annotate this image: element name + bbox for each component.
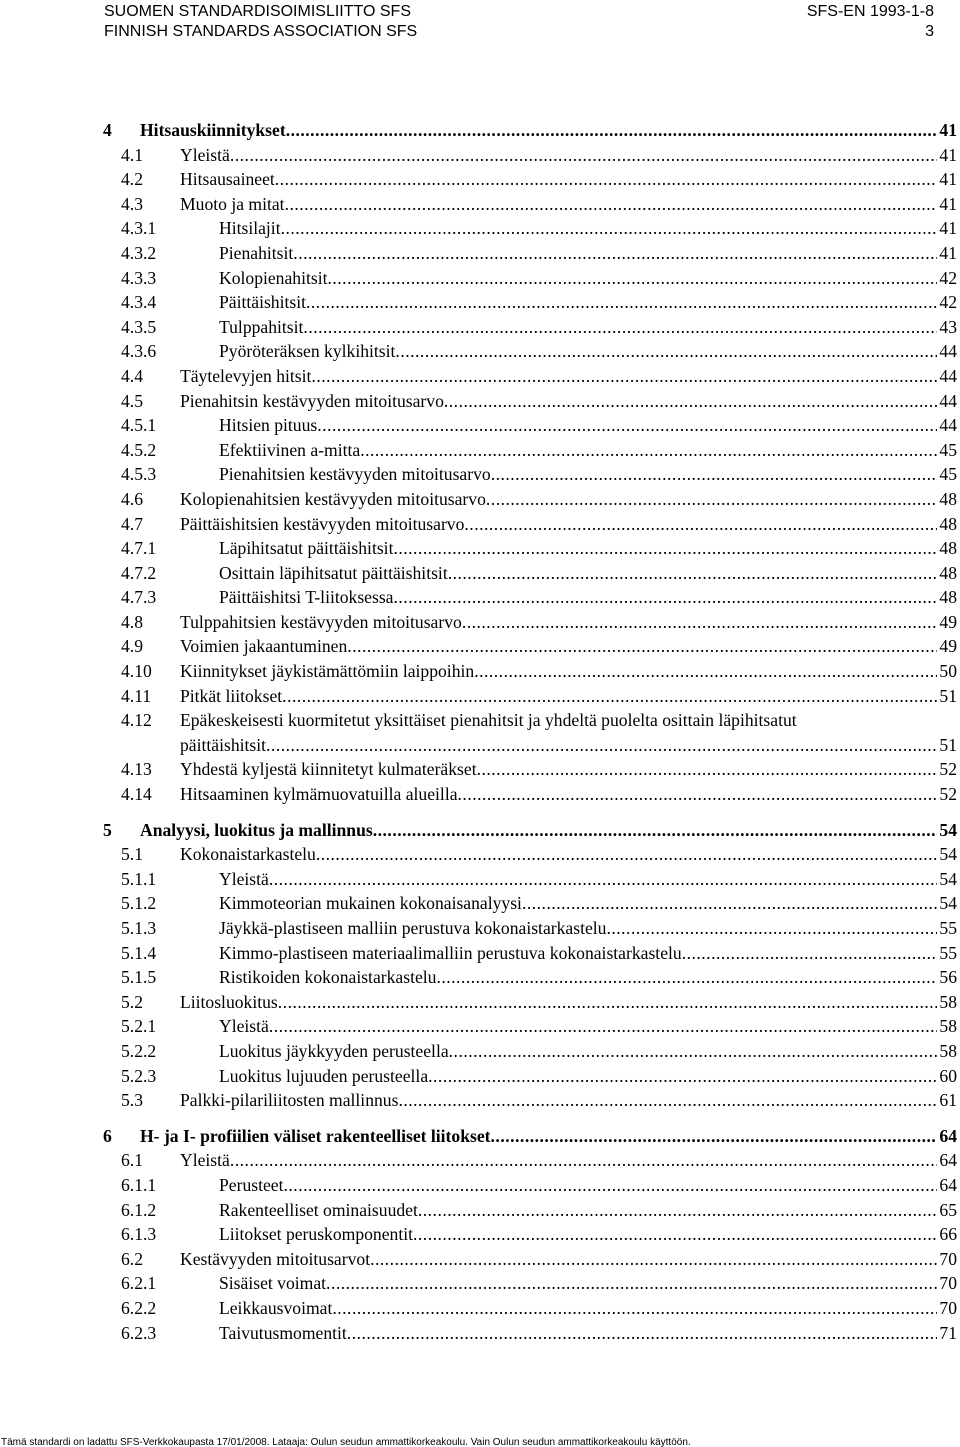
toc-entry-title: Efektiivinen a-mitta: [219, 439, 361, 460]
toc-entry-title: Pienahitsin kestävyyden mitoitusarvo: [180, 390, 444, 411]
toc-entry-number: 6.1.1: [121, 1174, 157, 1195]
toc-entry-title: Kimmo-plastiseen materiaalimalliin perustuva kokonaistarkastelu: [219, 942, 682, 963]
toc-entry-page: 43: [939, 316, 957, 337]
toc-entry-title: Yleistä: [180, 144, 230, 165]
dot-leader: [449, 1039, 938, 1064]
section-gap: [103, 1113, 957, 1124]
toc-entry-title: Kokonaistarkastelu: [180, 844, 316, 865]
toc-entry-line: [219, 1222, 957, 1247]
toc-entry[interactable]: [103, 512, 957, 537]
toc-entry[interactable]: [103, 266, 957, 291]
toc-entry-number: 5.2.1: [121, 1016, 157, 1037]
toc-entry-line: [180, 1088, 957, 1113]
dot-leader: [327, 266, 937, 291]
toc-entry-number: 4.3.2: [121, 242, 157, 263]
toc-entry[interactable]: [103, 659, 957, 684]
toc-entry-line: [140, 818, 957, 843]
toc-entry-page: 54: [939, 819, 957, 840]
toc-entry-page: 49: [939, 636, 957, 657]
toc-entry-number: 4.6: [121, 488, 143, 509]
toc-entry-number: 6.1.3: [121, 1224, 157, 1245]
toc-entry-page: 41: [939, 218, 957, 239]
toc-entry-line: [219, 916, 957, 941]
toc-entry-number: 4.7.2: [121, 562, 157, 583]
toc-entry-page: 44: [939, 365, 957, 386]
toc-entry-page: 45: [939, 464, 957, 485]
toc-entry-title: Päittäishitsit: [219, 292, 306, 313]
toc-entry[interactable]: [103, 585, 957, 610]
toc-entry-title: Kolopienahitsit: [219, 267, 328, 288]
dot-leader: [317, 413, 937, 438]
dot-leader: [347, 634, 937, 659]
dot-leader: [282, 684, 937, 709]
toc-entry-page: 64: [939, 1125, 957, 1146]
dot-leader: [448, 561, 938, 586]
toc-entry[interactable]: [103, 916, 957, 941]
toc-entry-page: 55: [939, 942, 957, 963]
dot-leader: [230, 1148, 938, 1173]
toc-entry-number: 6.2.1: [121, 1273, 157, 1294]
toc-entry-page: 58: [939, 1040, 957, 1061]
toc-entry-line: [219, 1014, 957, 1039]
dot-leader: [285, 192, 938, 217]
toc-entry[interactable]: [103, 1321, 957, 1346]
toc-entry-line: [180, 487, 957, 512]
toc-entry-number: 5.3: [121, 1090, 143, 1111]
toc-entry[interactable]: [103, 610, 957, 635]
toc-entry-page: 41: [939, 120, 957, 140]
toc-entry[interactable]: [103, 561, 957, 586]
dot-leader: [306, 290, 937, 315]
dot-leader: [275, 167, 938, 192]
toc-entry-line: [219, 1198, 957, 1223]
toc-entry-line: [219, 536, 957, 561]
toc-entry-number: 4.2: [121, 169, 143, 190]
toc-entry-line: [219, 891, 957, 916]
dot-leader: [394, 585, 938, 610]
dot-leader: [486, 487, 938, 512]
dot-leader: [477, 757, 938, 782]
toc-entry-title: Hitsilajit: [219, 218, 281, 239]
toc-entry[interactable]: [103, 1124, 957, 1149]
toc-entry-line: [219, 241, 957, 266]
toc-entry-title: Muoto ja mitat: [180, 193, 285, 214]
toc-entry-line: [180, 782, 957, 807]
toc-entry-number: 5.1.3: [121, 918, 157, 938]
header-standard-code: SFS-EN 1993-1-8: [806, 3, 934, 20]
dot-leader: [360, 438, 937, 463]
toc-entry[interactable]: [103, 1173, 957, 1198]
toc-entry[interactable]: [103, 842, 957, 867]
dot-leader: [418, 1198, 938, 1223]
toc-entry-number: 4.1: [121, 144, 143, 165]
toc-entry-title: Tulppahitsien kestävyyden mitoitusarvo: [180, 611, 462, 632]
toc-entry-title: Läpihitsatut päittäishitsit: [219, 538, 394, 559]
toc-entry-page: 58: [939, 991, 957, 1012]
toc-entry-number: 5: [103, 819, 112, 840]
toc-entry-line: [219, 413, 957, 438]
toc-entry[interactable]: [103, 634, 957, 659]
toc-entry-number: 4.4: [121, 365, 143, 386]
toc-entry-line: [219, 315, 957, 340]
toc-entry-line: [219, 867, 957, 892]
toc-entry-line: [219, 462, 957, 487]
toc-entry[interactable]: [103, 241, 957, 266]
toc-entry-line: [219, 585, 957, 610]
dot-leader: [316, 842, 938, 867]
dot-leader: [491, 462, 938, 487]
dot-leader: [284, 1173, 938, 1198]
toc-entry[interactable]: [103, 1148, 957, 1173]
toc-entry-page: 50: [939, 661, 957, 682]
toc-entry-number: 5.2.3: [121, 1065, 157, 1086]
toc-entry-title: Kolopienahitsien kestävyyden mitoitusarvo: [180, 488, 486, 509]
toc-entry-line: [180, 634, 957, 659]
toc-entry-number: 4: [103, 120, 112, 140]
dot-leader: [230, 143, 938, 168]
toc-entry-page: 41: [939, 169, 957, 190]
toc-entry[interactable]: [103, 192, 957, 217]
toc-entry-number: 5.2.2: [121, 1040, 157, 1061]
toc-entry-page: 52: [939, 784, 957, 805]
dot-leader: [413, 1222, 937, 1247]
toc-entry-number: 4.5.1: [121, 415, 157, 436]
section-gap: [103, 807, 957, 818]
toc-entry-number: 6.2.2: [121, 1297, 157, 1318]
toc-entry-number: 4.3.6: [121, 341, 157, 362]
toc-entry-title: Päittäishitsi T-liitoksessa: [219, 587, 394, 608]
toc-entry-number: 6.2: [121, 1248, 143, 1269]
dot-leader: [458, 782, 938, 807]
toc-entry-line: [219, 941, 957, 966]
dot-leader: [269, 1014, 938, 1039]
toc-entry-page: 48: [939, 513, 957, 534]
toc-entry-number: 5.1.4: [121, 942, 157, 963]
toc-entry-title: Osittain läpihitsatut päittäishitsit: [219, 562, 448, 583]
toc-entry-number: 4.3.4: [121, 292, 157, 313]
toc-entry-title: Kiinnitykset jäykistämättömiin laippoihin: [180, 661, 475, 682]
toc-entry-title: Yleistä: [219, 1016, 269, 1037]
toc-entry-line: [219, 965, 957, 990]
toc-entry-number: 6.2.3: [121, 1322, 157, 1343]
toc-entry[interactable]: [103, 990, 957, 1015]
toc-entry[interactable]: [103, 118, 957, 143]
toc-entry-page: 54: [939, 844, 957, 865]
toc-entry-title: Leikkausvoimat: [219, 1297, 333, 1318]
toc-entry-title: Rakenteelliset ominaisuudet: [219, 1199, 418, 1220]
toc-entry-line: [180, 757, 957, 782]
toc-entry-line: [219, 1064, 957, 1089]
toc-entry[interactable]: [103, 364, 957, 389]
toc-entry[interactable]: [103, 1198, 957, 1223]
toc-entry-number: 5.2: [121, 991, 143, 1012]
toc-entry-page: 42: [939, 267, 957, 288]
toc-entry-page: 58: [939, 1016, 957, 1037]
toc-entry-page: 48: [939, 562, 957, 583]
toc-entry-title-continued: päittäishitsit: [180, 734, 267, 755]
toc-entry-line: [219, 216, 957, 241]
toc-entry-number: 5.1.2: [121, 893, 157, 914]
toc-entry[interactable]: [103, 216, 957, 241]
toc-entry-page: 66: [939, 1224, 957, 1245]
toc-entry-page: 45: [939, 439, 957, 460]
toc-entry-title: Tulppahitsit: [219, 316, 304, 337]
toc-entry-line: [219, 1271, 957, 1296]
toc-entry-page: 44: [939, 341, 957, 362]
toc-entry[interactable]: [103, 782, 957, 807]
toc-entry-number: 4.14: [121, 784, 152, 805]
toc-entry[interactable]: [103, 462, 957, 487]
toc-entry[interactable]: [103, 1247, 957, 1272]
toc-entry-title: Hitsauskiinnitykset: [140, 120, 286, 140]
page-header: [0, 0, 960, 48]
toc-entry-number: 4.5: [121, 390, 143, 411]
toc-entry[interactable]: [103, 1088, 957, 1113]
table-of-contents: [103, 118, 957, 1345]
header-organization-en: FINNISH STANDARDS ASSOCIATION SFS: [104, 23, 418, 40]
toc-entry-page: 60: [939, 1065, 957, 1086]
toc-entry-page: 48: [939, 488, 957, 509]
toc-entry-line: [219, 266, 957, 291]
toc-entry-page: 71: [939, 1322, 957, 1343]
dot-leader: [347, 1321, 938, 1346]
header-page-number: 3: [925, 23, 934, 40]
toc-entry[interactable]: [103, 965, 957, 990]
toc-entry-number: 4.3.3: [121, 267, 157, 288]
dot-leader: [682, 941, 938, 966]
toc-entry-line: [180, 512, 957, 537]
toc-entry-number: 6: [103, 1125, 112, 1146]
toc-entry-title: Palkki-pilariliitosten mallinnus: [180, 1090, 399, 1111]
toc-entry-number: 4.5.3: [121, 464, 157, 485]
dot-leader: [491, 1124, 938, 1149]
toc-entry-title: Voimien jakaantuminen: [180, 636, 348, 657]
dot-leader: [293, 241, 937, 266]
toc-entry[interactable]: [103, 290, 957, 315]
toc-entry[interactable]: [103, 143, 957, 168]
toc-entry-number: 6.1.2: [121, 1199, 157, 1220]
toc-entry[interactable]: [103, 1039, 957, 1064]
toc-entry-number: 4.3.1: [121, 218, 157, 239]
dot-leader: [303, 315, 937, 340]
toc-entry-number: 4.5.2: [121, 439, 157, 460]
toc-entry-title: H- ja I- profiilien väliset rakenteelliset liitokset: [140, 1125, 491, 1146]
toc-entry[interactable]: [103, 315, 957, 340]
toc-entry-line: [180, 1247, 957, 1272]
toc-entry-title: Pyöröteräksen kylkihitsit: [219, 341, 396, 362]
header-organization-fi: SUOMEN STANDARDISOIMISLIITTO SFS: [104, 3, 411, 20]
toc-entry-line: [180, 659, 957, 684]
toc-entry[interactable]: [103, 1064, 957, 1089]
toc-entry-page: 54: [939, 893, 957, 914]
dot-leader: [398, 1088, 937, 1113]
toc-entry-number: 4.7: [121, 513, 143, 534]
toc-entry-line: [180, 192, 957, 217]
toc-entry[interactable]: [103, 1271, 957, 1296]
toc-entry-number: 5.1.5: [121, 967, 157, 988]
toc-entry-number: 4.11: [121, 685, 152, 706]
toc-entry-number: 4.10: [121, 661, 152, 682]
toc-entry-number: 5.1: [121, 844, 143, 865]
dot-leader: [281, 216, 938, 241]
toc-entry-number: 4.13: [121, 759, 152, 780]
toc-entry-line: [219, 339, 957, 364]
toc-entry[interactable]: [103, 1014, 957, 1039]
toc-entry-title: Pitkät liitokset: [180, 685, 283, 706]
dot-leader: [286, 118, 938, 143]
toc-entry-page: 52: [939, 759, 957, 780]
dot-leader: [474, 659, 937, 684]
toc-entry-title: Päittäishitsien kestävyyden mitoitusarvo: [180, 513, 465, 534]
dot-leader: [428, 1064, 937, 1089]
dot-leader: [266, 733, 937, 758]
dot-leader: [444, 389, 938, 414]
toc-entry-title: Perusteet: [219, 1174, 284, 1195]
toc-entry-page: 51: [939, 685, 957, 706]
toc-entry-line: [219, 1296, 957, 1321]
toc-entry-page: 64: [939, 1150, 957, 1171]
toc-entry-page: 44: [939, 415, 957, 436]
toc-entry-title: Jäykkä-plastiseen malliin perustuva kokonaistarkastelu: [219, 918, 607, 938]
toc-entry-title: Luokitus lujuuden perusteella: [219, 1065, 429, 1086]
toc-entry-title: Kimmoteorian mukainen kokonaisanalyysi: [219, 893, 522, 914]
toc-entry-title: Analyysi, luokitus ja mallinnus: [140, 819, 373, 840]
toc-entry[interactable]: [103, 413, 957, 438]
toc-entry-title: Hitsaaminen kylmämuovatuilla alueilla: [180, 784, 458, 805]
toc-entry-number: 4.7.3: [121, 587, 157, 608]
toc-entry-page: 51: [939, 734, 957, 755]
toc-entry-page: 65: [939, 1199, 957, 1220]
toc-entry-title: Hitsien pituus: [219, 415, 318, 436]
toc-entry-page: 41: [939, 193, 957, 214]
dot-leader: [332, 1296, 937, 1321]
toc-entry-number: 4.3: [121, 193, 143, 214]
toc-entry-page: 41: [939, 144, 957, 165]
toc-entry[interactable]: [103, 487, 957, 512]
toc-entry[interactable]: [103, 1296, 957, 1321]
toc-entry-line: [180, 990, 957, 1015]
toc-entry-number: 4.7.1: [121, 538, 157, 559]
toc-entry[interactable]: [103, 536, 957, 561]
toc-entry-title: Pienahitsit: [219, 242, 294, 263]
toc-entry-page: 48: [939, 587, 957, 608]
toc-entry[interactable]: [103, 167, 957, 192]
toc-entry-title: Luokitus jäykkyyden perusteella: [219, 1040, 449, 1061]
toc-entry[interactable]: [103, 684, 957, 709]
toc-entry-title: Taivutusmomentit: [219, 1322, 347, 1343]
toc-entry-title: Sisäiset voimat: [219, 1273, 327, 1294]
dot-leader: [269, 867, 938, 892]
toc-entry-page: 70: [939, 1297, 957, 1318]
toc-entry-title: Liitosluokitus: [180, 991, 278, 1012]
toc-entry-number: 4.3.5: [121, 316, 157, 337]
toc-entry-line: [219, 290, 957, 315]
dot-leader: [311, 364, 937, 389]
toc-entry-page: 55: [939, 918, 957, 938]
toc-entry-line: [180, 389, 957, 414]
page-footer: Tämä standardi on ladattu SFS-Verkkokaupasta 17/01/2008. Lataaja: Oulun seudun ammattikorkeakoulu. Vain Oulun seudun ammattikorkeakoulu käyttöön.: [1, 1437, 691, 1447]
dot-leader: [326, 1271, 937, 1296]
toc-entry-page: 70: [939, 1248, 957, 1269]
dot-leader: [395, 339, 937, 364]
toc-entry-number: 4.8: [121, 611, 143, 632]
toc-entry[interactable]: [103, 708, 957, 757]
toc-entry-number: 5.1.1: [121, 868, 157, 889]
toc-entry-number: 4.12: [121, 710, 152, 731]
toc-entry-line: [180, 610, 957, 635]
toc-entry-line: [180, 733, 957, 758]
toc-entry-line: [180, 167, 957, 192]
toc-entry-line: [219, 1039, 957, 1064]
toc-entry[interactable]: [103, 891, 957, 916]
toc-entry-page: 41: [939, 242, 957, 263]
toc-entry-page: 44: [939, 390, 957, 411]
toc-entry[interactable]: [103, 757, 957, 782]
toc-entry[interactable]: [103, 818, 957, 843]
toc-entry-title: Epäkeskeisesti kuormitetut yksittäiset pienahitsit ja yhdeltä puolelta osittain läpihitsatut: [180, 710, 797, 731]
toc-entry-number: 4.9: [121, 636, 143, 657]
toc-entry-title: Kestävyyden mitoitusarvot: [180, 1248, 371, 1269]
dot-leader: [606, 916, 937, 941]
dot-leader: [373, 818, 938, 843]
toc-entry-number: 6.1: [121, 1150, 143, 1171]
toc-entry-line: [140, 1124, 957, 1149]
toc-entry[interactable]: [103, 867, 957, 892]
dot-leader: [278, 990, 938, 1015]
toc-entry-title: Yleistä: [180, 1150, 230, 1171]
toc-entry-page: 64: [939, 1174, 957, 1195]
toc-entry-page: 70: [939, 1273, 957, 1294]
toc-entry-line: [180, 364, 957, 389]
toc-entry-title: Hitsausaineet: [180, 169, 275, 190]
toc-entry-title: Ristikoiden kokonaistarkastelu: [219, 967, 437, 988]
dot-leader: [464, 512, 937, 537]
toc-entry-page: 56: [939, 967, 957, 988]
dot-leader: [393, 536, 937, 561]
toc-entry-title: Liitokset peruskomponentit: [219, 1224, 413, 1245]
toc-entry-page: 48: [939, 538, 957, 559]
toc-entry[interactable]: [103, 438, 957, 463]
toc-entry[interactable]: [103, 1222, 957, 1247]
toc-entry[interactable]: [103, 389, 957, 414]
toc-entry-page: 61: [939, 1090, 957, 1111]
dot-leader: [462, 610, 938, 635]
toc-entry[interactable]: [103, 339, 957, 364]
toc-entry-page: 42: [939, 292, 957, 313]
toc-entry-title: Pienahitsien kestävyyden mitoitusarvo: [219, 464, 491, 485]
dot-leader: [436, 965, 937, 990]
toc-entry-title: Yhdestä kyljestä kiinnitetyt kulmateräkset: [180, 759, 477, 780]
toc-entry-line: [180, 842, 957, 867]
toc-entry-page: 54: [939, 868, 957, 889]
toc-entry-title: Täytelevyjen hitsit: [180, 365, 312, 386]
toc-entry-line: [219, 1321, 957, 1346]
toc-entry-line: [219, 561, 957, 586]
dot-leader: [370, 1247, 937, 1272]
toc-entry-page: 49: [939, 611, 957, 632]
toc-entry-line: [219, 1173, 957, 1198]
toc-entry-line: [140, 118, 957, 143]
toc-entry-line: [219, 438, 957, 463]
toc-entry-line: [180, 143, 957, 168]
toc-entry-line: [180, 1148, 957, 1173]
dot-leader: [522, 891, 937, 916]
toc-entry-title: Yleistä: [219, 868, 269, 889]
toc-entry[interactable]: [103, 941, 957, 966]
toc-entry-line: [180, 684, 957, 709]
